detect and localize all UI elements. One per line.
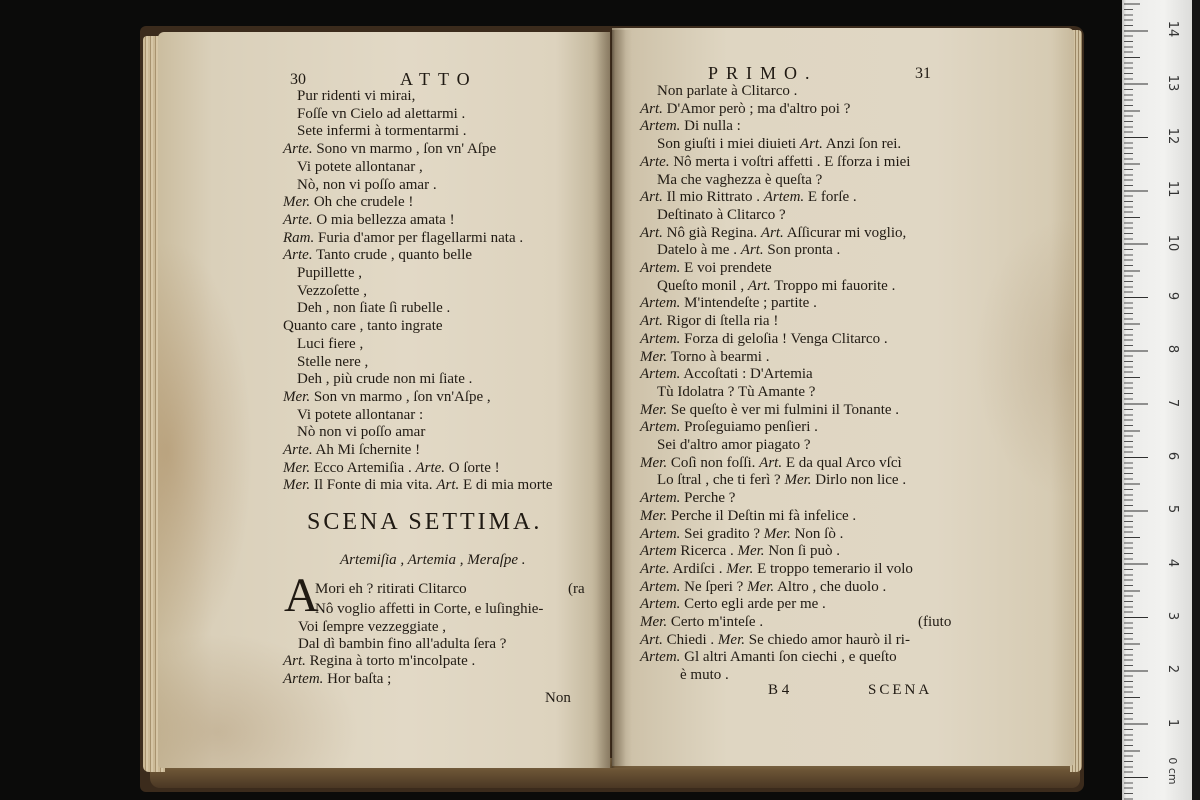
verse-line	[640, 313, 778, 331]
verse-text: Pupillette ,	[297, 265, 362, 281]
speaker-label: Arte.	[283, 141, 313, 158]
verse-text: Son pronta .	[767, 242, 841, 259]
ruler-zero-label: 0 cm	[1166, 757, 1179, 785]
speaker-label: Arte.	[415, 459, 446, 476]
verse-text: Mori eh ? ritirati Clitarco	[315, 581, 467, 597]
verse-text: Ecco Artemiſia .	[313, 459, 412, 476]
speaker-label: Mer.	[640, 614, 668, 630]
verse-line	[640, 189, 857, 207]
verse-line	[297, 371, 472, 389]
verse-text: D'Amor però ; ma d'altro poi ?	[666, 100, 851, 117]
ruler-ticks	[1124, 0, 1150, 800]
speaker-label: Art.	[799, 136, 823, 153]
speaker-label: Mer.	[640, 348, 668, 365]
verse-text: Se chiedo amor haurò il ri-	[748, 631, 910, 648]
verse-text: Non parlate à Clitarco .	[657, 83, 798, 99]
verse-line	[283, 318, 443, 336]
scale-ruler	[1122, 0, 1192, 800]
speaker-label: Art.	[640, 631, 663, 648]
verse-text: Dirlo non lice .	[815, 472, 907, 489]
verse-text: O ſorte !	[448, 459, 500, 476]
speaker-label: Art.	[740, 242, 764, 259]
speaker-label: Mer.	[763, 525, 791, 542]
verse-text: Dal dì bambin fino all'adulta ſera ?	[298, 636, 507, 652]
verse-line	[640, 490, 735, 508]
speaker-label: Arte.	[283, 442, 313, 458]
speaker-label: Art.	[760, 224, 784, 241]
speaker-label: Mer.	[717, 631, 745, 648]
verse-text: Sei d'altro amor piagato ?	[657, 437, 811, 453]
speaker-label: Art.	[640, 313, 663, 330]
verse-text: Hor baſta ;	[327, 671, 392, 687]
verse-text: Foſſe vn Cielo ad alettarmi .	[297, 105, 466, 122]
verse-text: Rigor di ſtella ria !	[666, 313, 779, 330]
verse-text: Non ſò .	[794, 525, 844, 542]
verse-line	[283, 247, 472, 265]
verse-text: Furia d'amor per flagellarmi nata .	[318, 229, 524, 246]
speaker-label: Artem.	[640, 118, 681, 135]
verse-line	[640, 366, 813, 384]
verse-line	[297, 106, 465, 124]
verse-line	[657, 172, 822, 190]
signature-mark: B 4	[768, 682, 790, 698]
verse-line	[283, 460, 500, 478]
verse-text: Queſto monil ,	[657, 277, 745, 294]
gutter-shadow	[592, 30, 632, 768]
scene-heading: SCENA SETTIMA.	[307, 509, 543, 535]
verse-text: Il mio Rittrato .	[666, 189, 760, 206]
running-head: ATTO	[400, 69, 478, 89]
verse-text: E troppo temerario il volo	[757, 560, 913, 577]
catchword: Non	[545, 690, 571, 706]
verse-line	[315, 581, 467, 599]
verse-text: Oh che crudele !	[313, 194, 414, 211]
verse-line	[640, 543, 840, 561]
speaker-label: Arte.	[640, 153, 670, 170]
ruler-number: 12	[1165, 127, 1180, 145]
verse-text: Nô merta i voſtri affetti . E ſforza i miei	[673, 153, 911, 170]
speaker-label: Mer.	[726, 560, 754, 577]
verse-text: Deh , più crude non mi ſiate .	[297, 371, 473, 388]
verse-text: Deſtinato à Clitarco ?	[657, 206, 786, 223]
speaker-label: Mer.	[283, 194, 311, 211]
ruler-number: 14	[1165, 21, 1180, 38]
verse-text: Se queſto è ver mi fulmini il Tonante .	[670, 401, 900, 418]
verse-text: Datelo à me .	[657, 242, 737, 259]
speaker-label: Artem	[640, 543, 677, 560]
verse-line	[298, 636, 506, 654]
verse-line	[283, 141, 496, 159]
verse-text: Sono vn marmo , ſon vn' Aſpe	[316, 141, 497, 158]
ruler-number: 3	[1165, 611, 1180, 621]
verse-line	[657, 384, 815, 402]
speaker-label: Arte.	[640, 560, 670, 577]
verse-line	[657, 83, 797, 101]
verse-line	[657, 278, 895, 296]
ruler-number: 5	[1165, 505, 1180, 514]
speaker-label: Art.	[436, 477, 460, 494]
verse-line	[283, 389, 491, 407]
verse-text: Nò, non vi poſſo amar .	[297, 176, 437, 193]
verse-text: Gl altri Amanti ſon ciechi , e queſto	[684, 649, 897, 666]
verse-line	[283, 212, 455, 230]
speaker-label: Mer.	[640, 507, 668, 524]
ruler-number: 7	[1165, 398, 1180, 407]
verse-line	[640, 402, 899, 420]
speaker-label: Ram.	[283, 229, 315, 246]
verse-text: Anzi ſon rei.	[825, 136, 902, 153]
verse-line	[298, 619, 446, 637]
ruler-number: 1	[1165, 718, 1180, 727]
verse-line	[297, 159, 423, 177]
verse-line	[297, 354, 368, 372]
speaker-label: Artem.	[283, 671, 324, 687]
speaker-label: Artem.	[640, 295, 681, 312]
speaker-label: Arte.	[283, 211, 313, 228]
verse-line	[640, 154, 910, 172]
speaker-label: Mer.	[283, 477, 311, 494]
verse-text: Ne ſperi ?	[684, 578, 744, 595]
verse-text: Accoſtati : D'Artemia	[683, 366, 813, 383]
verse-text: Ardiſci .	[672, 560, 723, 577]
verse-text: Pur ridenti vi mirai,	[297, 88, 416, 104]
verse-line	[640, 455, 902, 473]
verse-line	[640, 526, 843, 544]
running-head: PRIMO.	[708, 63, 818, 83]
speaker-label: Art.	[640, 224, 663, 241]
verse-text: Forza di geloſia ! Venga Clitarco .	[684, 330, 888, 347]
scene-characters: Artemiſia , Artemia , Meraſpe .	[340, 552, 526, 568]
speaker-label: Artem.	[640, 419, 681, 436]
speaker-label: Artem.	[640, 649, 681, 666]
verse-text: Luci fiere ,	[297, 335, 364, 352]
verse-line	[680, 667, 729, 685]
verse-text: Certo m'inteſe .	[670, 614, 764, 630]
verse-line	[283, 671, 391, 689]
speaker-label: Artem.	[640, 525, 681, 542]
verse-line	[297, 300, 450, 318]
verse-line	[283, 442, 420, 460]
left-page	[158, 32, 610, 768]
speaker-label: Mer.	[283, 459, 311, 476]
verse-line	[315, 601, 543, 619]
verse-line	[640, 260, 772, 278]
verse-text: Vezzoſette ,	[297, 282, 367, 299]
speaker-label: Art.	[640, 189, 663, 206]
ruler-number: 10	[1165, 234, 1180, 251]
verse-text: Coſì non foſſi.	[670, 454, 756, 471]
page-number: 30	[290, 71, 306, 88]
verse-line	[297, 265, 362, 283]
drop-cap: A	[284, 569, 319, 622]
verse-line	[297, 424, 425, 442]
verse-text: Son vn marmo , ſon vn'Aſpe ,	[313, 388, 491, 405]
verse-text: Certo egli arde per me .	[684, 596, 826, 613]
verse-text: Regina à torto m'incolpate .	[309, 653, 476, 669]
verse-line	[297, 177, 437, 195]
verse-text: Son giuſti i miei diuieti	[657, 136, 797, 153]
speaker-label: Art.	[640, 100, 663, 117]
verse-line	[640, 632, 910, 650]
verse-text: Lo ſtral , che ti ferì ?	[657, 472, 781, 489]
verse-text: Proſeguiamo penſieri .	[684, 419, 818, 436]
speaker-label: Mer.	[737, 543, 765, 560]
verse-line	[283, 477, 553, 495]
verse-line	[640, 649, 897, 667]
verse-line	[297, 283, 367, 301]
speaker-label: Art.	[747, 277, 771, 294]
speaker-label: Artem.	[640, 578, 681, 595]
verse-line	[297, 407, 423, 425]
speaker-label: Artem.	[640, 596, 681, 613]
verse-line	[640, 596, 826, 614]
page-number: 31	[915, 65, 931, 82]
speaker-label: Artem.	[640, 330, 681, 347]
turnover-text: (ra	[568, 581, 585, 597]
speaker-label: Art.	[283, 653, 306, 669]
verse-line	[640, 614, 763, 632]
ruler-number: 2	[1165, 665, 1180, 674]
verse-text: E da qual Arco vſcì	[785, 454, 902, 471]
verse-line	[657, 242, 840, 260]
verse-text: E voi prendete	[684, 260, 772, 276]
speaker-label: Mer.	[784, 472, 812, 489]
verse-line	[283, 230, 523, 248]
ruler-number: 6	[1165, 451, 1180, 461]
verse-text: Ricerca .	[680, 543, 734, 560]
verse-text: Aſſicurar mi voglio,	[786, 224, 907, 241]
verse-text: Stelle nere ,	[297, 353, 369, 370]
verse-text: Deh , non ſiate ſì rubelle .	[297, 300, 451, 317]
verse-line	[283, 194, 413, 212]
verse-line	[640, 579, 886, 597]
verse-text: Torno à bearmi .	[670, 348, 770, 365]
ruler-number: 9	[1165, 291, 1180, 301]
verse-text: Perche il Deſtin mi fà infelice .	[670, 507, 857, 524]
speaker-label: Artem.	[640, 366, 681, 383]
right-page	[612, 28, 1074, 766]
verse-text: Voi ſempre vezzeggiate ,	[298, 619, 446, 635]
verse-line	[640, 331, 888, 349]
speaker-label: Mer.	[747, 578, 775, 595]
verse-line	[640, 561, 913, 579]
verse-line	[640, 225, 906, 243]
speaker-label: Mer.	[640, 401, 668, 418]
verse-text: Chiedi .	[666, 631, 715, 648]
verse-line	[657, 472, 906, 490]
background-strip	[1192, 0, 1200, 800]
verse-line	[640, 349, 769, 367]
verse-text: E forſe .	[807, 189, 857, 206]
verse-line	[657, 437, 811, 455]
verse-text: Di nulla :	[684, 118, 741, 135]
verse-text: Tanto crude , quanto belle	[316, 247, 473, 264]
verse-line	[640, 101, 850, 119]
verse-text: Nò non vi poſſo amar	[297, 424, 426, 441]
ruler-number: 11	[1165, 181, 1180, 198]
turnover-text: (fiuto	[918, 614, 952, 630]
speaker-label: Art.	[759, 454, 783, 471]
verse-line	[640, 118, 741, 136]
verse-text: Troppo mi fauorite .	[774, 277, 896, 294]
verse-line	[640, 508, 856, 526]
catchword: SCENA	[868, 682, 933, 698]
verse-line	[657, 207, 786, 225]
verse-text: Vi potete allontanar ,	[297, 158, 423, 175]
verse-line	[283, 653, 475, 671]
speaker-label: Mer.	[640, 454, 668, 471]
verse-line	[657, 136, 901, 154]
ruler-number: 8	[1165, 345, 1180, 354]
verse-text: Sei gradito ?	[684, 525, 760, 542]
verse-text: Nô già Regina.	[666, 224, 758, 241]
speaker-label: Arte.	[283, 247, 313, 264]
verse-text: Perche ?	[684, 490, 736, 507]
verse-line	[297, 88, 415, 106]
verse-text: Ah Mi ſchernite !	[315, 442, 421, 458]
verse-text: è muto .	[680, 667, 729, 684]
verse-text: Tù Idolatra ? Tù Amante ?	[657, 383, 816, 400]
speaker-label: Artem.	[640, 260, 681, 276]
verse-text: Non ſi può .	[768, 543, 840, 560]
verse-text: Sete infermi à tormentarmi .	[297, 123, 467, 140]
verse-text: M'intendeſte ; partite .	[684, 295, 817, 312]
ruler-number: 4	[1165, 558, 1180, 567]
speaker-label: Mer.	[283, 388, 311, 405]
verse-text: Il Fonte di mia vita.	[313, 477, 433, 494]
ruler-number: 13	[1165, 74, 1180, 91]
verse-line	[297, 336, 363, 354]
verse-line	[297, 123, 467, 141]
verse-text: Quanto care , tanto ingrate	[283, 318, 443, 335]
speaker-label: Artem.	[763, 189, 805, 206]
verse-text: E di mia morte	[462, 477, 553, 494]
verse-text: O mia bellezza amata !	[316, 211, 455, 228]
verse-text: Ma che vaghezza è queſta ?	[657, 171, 823, 188]
verse-text: Nô voglio affetti in Corte, e luſinghie-	[315, 601, 544, 617]
speaker-label: Artem.	[640, 490, 681, 507]
verse-text: Altro , che duolo .	[777, 578, 887, 595]
verse-line	[640, 295, 817, 313]
verse-text: Vi potete allontanar :	[297, 406, 424, 423]
verse-line	[640, 419, 818, 437]
